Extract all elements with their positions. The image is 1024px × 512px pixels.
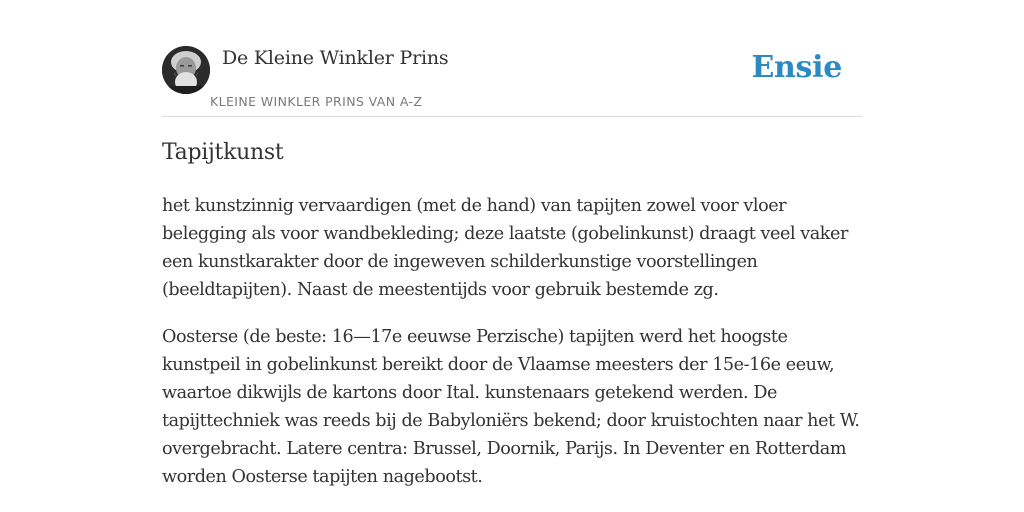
article-title: Tapijtkunst: [162, 140, 284, 165]
portrait-avatar-icon[interactable]: [162, 46, 210, 94]
source-header: [162, 44, 862, 117]
source-title[interactable]: De Kleine Winkler Prins: [222, 47, 449, 69]
source-subtitle[interactable]: KLEINE WINKLER PRINS VAN A-Z: [210, 94, 423, 109]
article-paragraph: het kunstzinnig vervaardigen (met de hand) van tapijten zowel voor vloer belegging als voor wandbekleding; deze laatste (gobelinkunst) draagt veel vaker een kunstkarakter door de ingeweven schilderkunstige voorstellingen (beeldtapijten). Naast de meestentijds voor gebruik bestemde zg.: [162, 196, 848, 300]
article-body: [162, 192, 862, 510]
article-paragraph: Oosterse (de beste: 16—17e eeuwse Perzische) tapijten werd het hoogste kunstpeil in gobelinkunst bereikt door de Vlaamse meesters der 15e-16e eeuw, waartoe dikwijls de kartons door Ital. kunstenaars getekend werden. De tapijttechniek was reeds bij de Babyloniërs bekend; door kruistochten naar het W. overgebracht. Latere centra: Brussel, Doornik, Parijs. In Deventer en Rotterdam worden Oosterse tapijten nagebootst.: [162, 327, 860, 487]
brand-logo[interactable]: Ensie: [751, 50, 842, 85]
